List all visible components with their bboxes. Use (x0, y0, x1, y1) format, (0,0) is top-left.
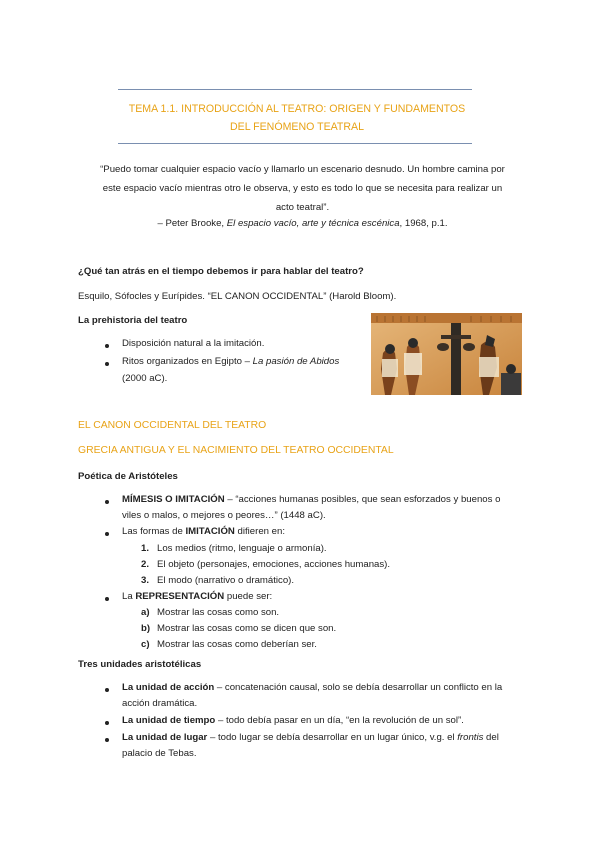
page-title-line1: TEMA 1.1. INTRODUCCIÓN AL TEATRO: ORIGEN Y FUNDAMENTOS (128, 103, 466, 115)
unidad-lugar-item (122, 731, 499, 745)
formas-prefix: Las formas de (122, 526, 186, 537)
unidades-heading: Tres unidades aristotélicas (78, 659, 202, 670)
formas-suffix: difieren en: (234, 526, 285, 537)
bullet-dot (105, 721, 109, 725)
lettered-item: Mostrar las cosas como se dicen que son. (157, 623, 337, 634)
numbered-marker: 2. (141, 559, 150, 570)
attribution-book: El espacio vacío, arte y técnica escénica (226, 218, 400, 229)
accion-definition: – concatenación causal, solo se debía desarrollar un conflicto en la (214, 682, 503, 693)
unidad-accion-item (122, 681, 502, 695)
attribution-suffix: , 1968, p.1. (399, 218, 448, 229)
numbered-item: Los medios (ritmo, lenguaje o armonía). (157, 543, 327, 554)
bullet-dot (105, 688, 109, 692)
section-heading-canon: EL CANON OCCIDENTAL DEL TEATRO (78, 420, 267, 431)
tiempo-definition: – todo debía pasar en un día, “en la revolución de un sol”. (215, 715, 464, 726)
bullet-dot (105, 500, 109, 504)
lettered-marker: c) (141, 639, 150, 650)
unidad-tiempo-item (122, 714, 464, 728)
bullet-dot (105, 597, 109, 601)
question-heading: ¿Qué tan atrás en el tiempo debemos ir para hablar del teatro? (78, 266, 364, 277)
bullet-dot (105, 532, 109, 536)
bullet-dot (105, 362, 109, 366)
lettered-marker: b) (141, 623, 151, 634)
quote-line1: “Puedo tomar cualquier espacio vacío y llamarlo un escenario desnudo. Un hombre camina por (100, 164, 505, 175)
page-title-line2: DEL FENÓMENO TEATRAL (229, 121, 364, 133)
egyptian-painting-image (371, 313, 522, 395)
lugar-definition-end: del (483, 732, 499, 743)
unidad-accion-line2: acción dramática. (122, 698, 198, 709)
quote-attribution (80, 217, 525, 231)
lugar-term: La unidad de lugar (122, 732, 208, 743)
repr-term: REPRESENTACIÓN (135, 591, 225, 602)
lettered-marker: a) (141, 607, 150, 618)
mimesis-item-line2: viles o malos, o mejores o peores…” (1448 aC). (122, 510, 326, 521)
unidad-lugar-line2: palacio de Tebas. (122, 748, 197, 759)
numbered-marker: 3. (141, 575, 150, 586)
poetica-heading: Poética de Aristóteles (78, 471, 178, 482)
bullet-dot (105, 738, 109, 742)
lettered-item: Mostrar las cosas como deberían ser. (157, 639, 317, 650)
attribution-prefix: – Peter Brooke, (157, 218, 227, 229)
header-rule-bottom (118, 143, 472, 144)
numbered-item: El modo (narrativo o dramático). (157, 575, 295, 586)
mimesis-term: MÍMESIS O IMITACIÓN (122, 494, 225, 505)
lugar-definition: – todo lugar se debía desarrollar en un lugar único, v.g. el (207, 732, 458, 743)
epigraph-quote (80, 160, 525, 217)
mimesis-item (122, 493, 500, 507)
prehistory-item-1: Disposición natural a la imitación. (122, 338, 265, 349)
prehistory-item-2 (122, 355, 362, 369)
lugar-italic: frontis (457, 732, 484, 743)
formas-item (122, 525, 285, 539)
formas-term: IMITACIÓN (185, 526, 235, 537)
accion-term: La unidad de acción (122, 682, 215, 693)
representacion-item (122, 590, 272, 604)
repr-suffix: puede ser: (224, 591, 273, 602)
repr-prefix: La (122, 591, 136, 602)
quote-line3: acto teatral”. (275, 202, 330, 213)
rites-italic: La pasión de Abidos (252, 356, 340, 367)
section-heading-grecia: GRECIA ANTIGUA Y EL NACIMIENTO DEL TEATRO OCCIDENTAL (78, 445, 394, 456)
egyptian-scene-illustration (371, 313, 522, 395)
authors-line: Esquilo, Sófocles y Eurípides. “EL CANON OCCIDENTAL” (Harold Bloom). (78, 291, 397, 302)
tiempo-term: La unidad de tiempo (122, 715, 216, 726)
mimesis-definition: – “acciones humanas posibles, que sean esforzados y buenos o (224, 494, 501, 505)
prehistory-heading: La prehistoria del teatro (78, 315, 188, 326)
numbered-item: El objeto (personajes, emociones, acciones humanas). (157, 559, 391, 570)
bullet-dot (105, 344, 109, 348)
prehistory-item-2-line2: (2000 aC). (122, 373, 168, 384)
rites-text: Ritos organizados en Egipto – (122, 356, 253, 367)
quote-line2: este espacio vacío mientras otro le observa, y esto es todo lo que se necesita para realizar un (102, 183, 503, 194)
header-rule-top (118, 89, 472, 90)
lettered-item: Mostrar las cosas como son. (157, 607, 280, 618)
numbered-marker: 1. (141, 543, 150, 554)
